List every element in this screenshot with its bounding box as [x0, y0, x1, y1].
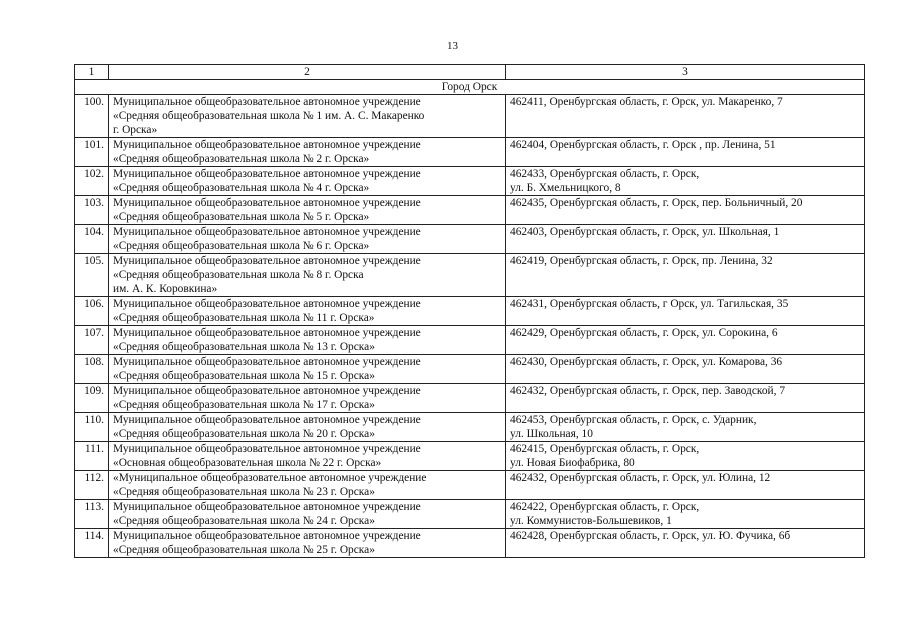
table-row: [75, 167, 865, 196]
school-address-line: 462422, Оренбургская область, г. Орск,: [510, 501, 700, 513]
table-row: [75, 326, 865, 355]
school-address-line: 462428, Оренбургская область, г. Орск, ул. Ю. Фучика, 6б: [510, 530, 791, 542]
table-row: [75, 138, 865, 167]
school-name-line: им. А. К. Коровкина»: [113, 283, 218, 295]
school-address-cell: [506, 442, 865, 471]
header-row: [75, 65, 865, 80]
table-row: [75, 225, 865, 254]
city-name: Город Орск: [75, 80, 865, 95]
row-number: 109.: [75, 384, 109, 413]
school-name-line: Муниципальное общеобразовательное автономное учреждение: [113, 298, 421, 310]
school-address-line: 462415, Оренбургская область, г. Орск,: [510, 443, 700, 455]
table-row: [75, 413, 865, 442]
column-header-2: 2: [109, 65, 506, 80]
school-name-line: Муниципальное общеобразовательное автономное учреждение: [113, 168, 421, 180]
school-name-line: «Средняя общеобразовательная школа № 15 г. Орска»: [113, 370, 375, 382]
table-row: [75, 254, 865, 297]
column-header-1: 1: [75, 65, 109, 80]
row-number: 114.: [75, 529, 109, 558]
school-address-cell: [506, 529, 865, 558]
table-row: [75, 196, 865, 225]
school-name-line: Муниципальное общеобразовательное автономное учреждение: [113, 226, 421, 238]
school-name-line: «Средняя общеобразовательная школа № 24 г. Орска»: [113, 515, 375, 527]
school-address-line: 462411, Оренбургская область, г. Орск, ул. Макаренко, 7: [510, 96, 783, 108]
school-name-line: Муниципальное общеобразовательное автономное учреждение: [113, 356, 421, 368]
school-address-cell: [506, 138, 865, 167]
row-number: 111.: [75, 442, 109, 471]
schools-table: [74, 64, 865, 558]
school-name-cell: [109, 384, 506, 413]
school-address-line: 462432, Оренбургская область, г. Орск, пер. Заводской, 7: [510, 385, 786, 397]
school-name-line: г. Орска»: [113, 124, 158, 136]
row-number: 110.: [75, 413, 109, 442]
row-number: 102.: [75, 167, 109, 196]
row-number: 103.: [75, 196, 109, 225]
school-name-cell: [109, 254, 506, 297]
row-number: 104.: [75, 225, 109, 254]
school-address-cell: [506, 500, 865, 529]
school-name-line: «Средняя общеобразовательная школа № 20 г. Орска»: [113, 428, 375, 440]
column-header-3: 3: [506, 65, 865, 80]
school-address-cell: [506, 326, 865, 355]
school-address-line: 462430, Оренбургская область, г. Орск, ул. Комарова, 36: [510, 356, 783, 368]
school-name-cell: [109, 326, 506, 355]
school-name-line: «Средняя общеобразовательная школа № 17 г. Орска»: [113, 399, 375, 411]
school-address-line: 462403, Оренбургская область, г. Орск, ул. Школьная, 1: [510, 226, 780, 238]
school-address-cell: [506, 254, 865, 297]
school-name-line: «Средняя общеобразовательная школа № 4 г. Орска»: [113, 182, 370, 194]
school-name-line: «Средняя общеобразовательная школа № 2 г. Орска»: [113, 153, 370, 165]
school-name-line: Муниципальное общеобразовательное автономное учреждение: [113, 255, 421, 267]
row-number: 112.: [75, 471, 109, 500]
school-address-cell: [506, 413, 865, 442]
school-name-line: Муниципальное общеобразовательное автономное учреждение: [113, 530, 421, 542]
table-row: [75, 529, 865, 558]
school-address-line: ул. Школьная, 10: [510, 428, 593, 440]
school-name-line: Муниципальное общеобразовательное автономное учреждение: [113, 385, 421, 397]
row-number: 105.: [75, 254, 109, 297]
school-name-line: Муниципальное общеобразовательное автономное учреждение: [113, 327, 421, 339]
school-name-line: «Основная общеобразовательная школа № 22 г. Орска»: [113, 457, 382, 469]
school-name-line: Муниципальное общеобразовательное автономное учреждение: [113, 501, 421, 513]
table-row: [75, 471, 865, 500]
school-address-cell: [506, 225, 865, 254]
school-address-cell: [506, 355, 865, 384]
school-name-cell: [109, 500, 506, 529]
school-name-line: «Средняя общеобразовательная школа № 1 им. А. С. Макаренко: [113, 110, 425, 122]
school-name-cell: [109, 297, 506, 326]
table-row: [75, 355, 865, 384]
page-number: 13: [447, 40, 458, 52]
table-row: [75, 442, 865, 471]
school-name-line: Муниципальное общеобразовательное автономное учреждение: [113, 443, 421, 455]
school-name-line: Муниципальное общеобразовательное автономное учреждение: [113, 197, 421, 209]
school-name-line: «Средняя общеобразовательная школа № 25 г. Орска»: [113, 544, 375, 556]
school-name-cell: [109, 138, 506, 167]
school-name-line: «Средняя общеобразовательная школа № 8 г. Орска: [113, 269, 364, 281]
school-name-line: «Средняя общеобразовательная школа № 6 г. Орска»: [113, 240, 370, 252]
school-name-cell: [109, 529, 506, 558]
row-number: 106.: [75, 297, 109, 326]
school-address-line: ул. Коммунистов-Большевиков, 1: [510, 515, 672, 527]
school-address-cell: [506, 167, 865, 196]
school-address-line: ул. Новая Биофабрика, 80: [510, 457, 635, 469]
row-number: 108.: [75, 355, 109, 384]
row-number: 107.: [75, 326, 109, 355]
school-name-cell: [109, 167, 506, 196]
school-address-cell: [506, 471, 865, 500]
school-name-cell: [109, 442, 506, 471]
school-name-cell: [109, 196, 506, 225]
row-number: 101.: [75, 138, 109, 167]
school-address-line: 462433, Оренбургская область, г. Орск,: [510, 168, 700, 180]
school-name-line: «Средняя общеобразовательная школа № 11 г. Орска»: [113, 312, 375, 324]
school-address-line: 462404, Оренбургская область, г. Орск , пр. Ленина, 51: [510, 139, 776, 151]
table-row: [75, 297, 865, 326]
school-address-cell: [506, 196, 865, 225]
row-number: 113.: [75, 500, 109, 529]
school-address-cell: [506, 297, 865, 326]
school-name-line: «Средняя общеобразовательная школа № 13 г. Орска»: [113, 341, 375, 353]
school-name-cell: [109, 413, 506, 442]
school-address-cell: [506, 95, 865, 138]
table-row: [75, 384, 865, 413]
school-address-line: 462453, Оренбургская область, г. Орск, с. Ударник,: [510, 414, 757, 426]
school-name-line: Муниципальное общеобразовательное автономное учреждение: [113, 96, 421, 108]
table-row: [75, 500, 865, 529]
school-address-line: 462419, Оренбургская область, г. Орск, пр. Ленина, 32: [510, 255, 773, 267]
school-name-line: «Средняя общеобразовательная школа № 23 г. Орска»: [113, 486, 375, 498]
school-name-cell: [109, 355, 506, 384]
school-name-line: «Средняя общеобразовательная школа № 5 г. Орска»: [113, 211, 370, 223]
school-address-cell: [506, 384, 865, 413]
school-address-line: 462431, Оренбургская область, г Орск, ул. Тагильская, 35: [510, 298, 789, 310]
school-name-line: «Муниципальное общеобразовательное автономное учреждение: [113, 472, 427, 484]
school-address-line: ул. Б. Хмельницкого, 8: [510, 182, 621, 194]
school-address-line: 462435, Оренбургская область, г. Орск, пер. Больничный, 20: [510, 197, 803, 209]
school-name-cell: [109, 471, 506, 500]
table-row: [75, 95, 865, 138]
school-name-line: Муниципальное общеобразовательное автономное учреждение: [113, 139, 421, 151]
school-address-line: 462432, Оренбургская область, г. Орск, ул. Юлина, 12: [510, 472, 771, 484]
city-row: [75, 80, 865, 95]
school-address-line: 462429, Оренбургская область, г. Орск, ул. Сорокина, 6: [510, 327, 778, 339]
school-name-line: Муниципальное общеобразовательное автономное учреждение: [113, 414, 421, 426]
school-name-cell: [109, 95, 506, 138]
school-name-cell: [109, 225, 506, 254]
table-body: [75, 80, 865, 558]
row-number: 100.: [75, 95, 109, 138]
